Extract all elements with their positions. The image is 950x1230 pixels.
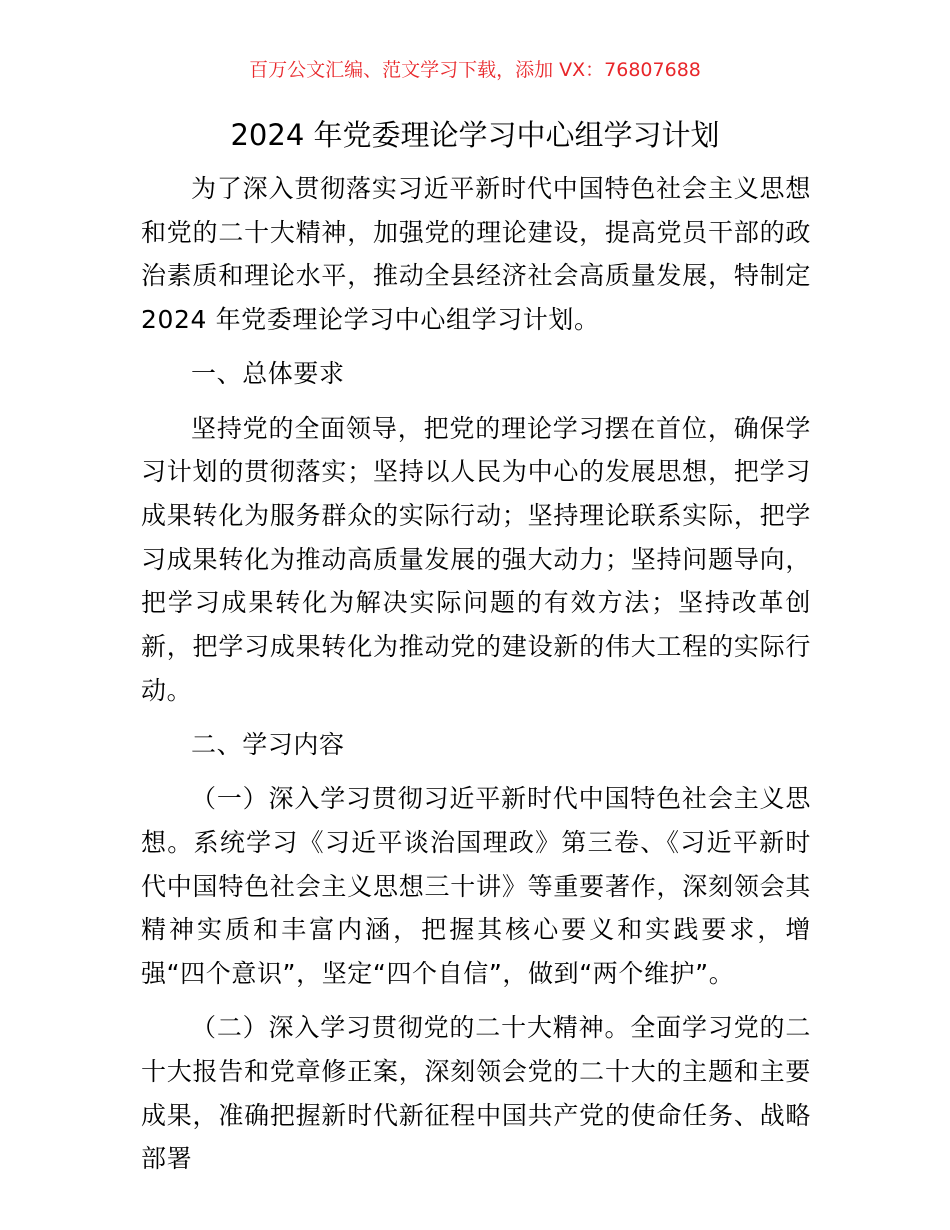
section-heading-study-content: 二、学习内容 (191, 729, 345, 759)
document-title: 2024 年党委理论学习中心组学习计划 (230, 118, 720, 152)
section-heading-general-requirements: 一、总体要求 (191, 359, 345, 389)
general-requirements-paragraph: 坚持党的全面领导，把党的理论学习摆在首位，确保学习计划的贯彻落实；坚持以人民为中心的发展思想，把学习成果转化为服务群众的实际行动；坚持理论联系实际，把学习成果转化为推动高质量发展的强大动力；坚持问题导向，把学习成果转化为解决实际问题的有效方法；坚持改革创新，把学习成果转化为推动党的建设新的伟大工程的实际行动。 (141, 413, 811, 705)
study-content-item-2: （二）深入学习贯彻党的二十大精神。全面学习党的二十大报告和党章修正案，深刻领会党的二十大的主题和主要成果，准确把握新时代新征程中国共产党的使命任务、战略部署 (141, 1013, 811, 1174)
watermark-header: 百万公文汇编、范文学习下载，添加 VX：76807688 (249, 59, 701, 81)
document-body (141, 167, 811, 1191)
intro-paragraph: 为了深入贯彻落实习近平新时代中国特色社会主义思想和党的二十大精神，加强党的理论建设，提高党员干部的政治素质和理论水平，推动全县经济社会高质量发展，特制定 2024 年党委理论学习中心组学习计划。 (141, 174, 811, 335)
study-content-item-1: （一）深入学习贯彻习近平新时代中国特色社会主义思想。系统学习《习近平谈治国理政》第三卷、《习近平新时代中国特色社会主义思想三十讲》等重要著作，深刻领会其精神实质和丰富内涵，把握其核心要义和实践要求，增强“四个意识”，坚定“四个自信”，做到“两个维护”。 (141, 784, 811, 988)
